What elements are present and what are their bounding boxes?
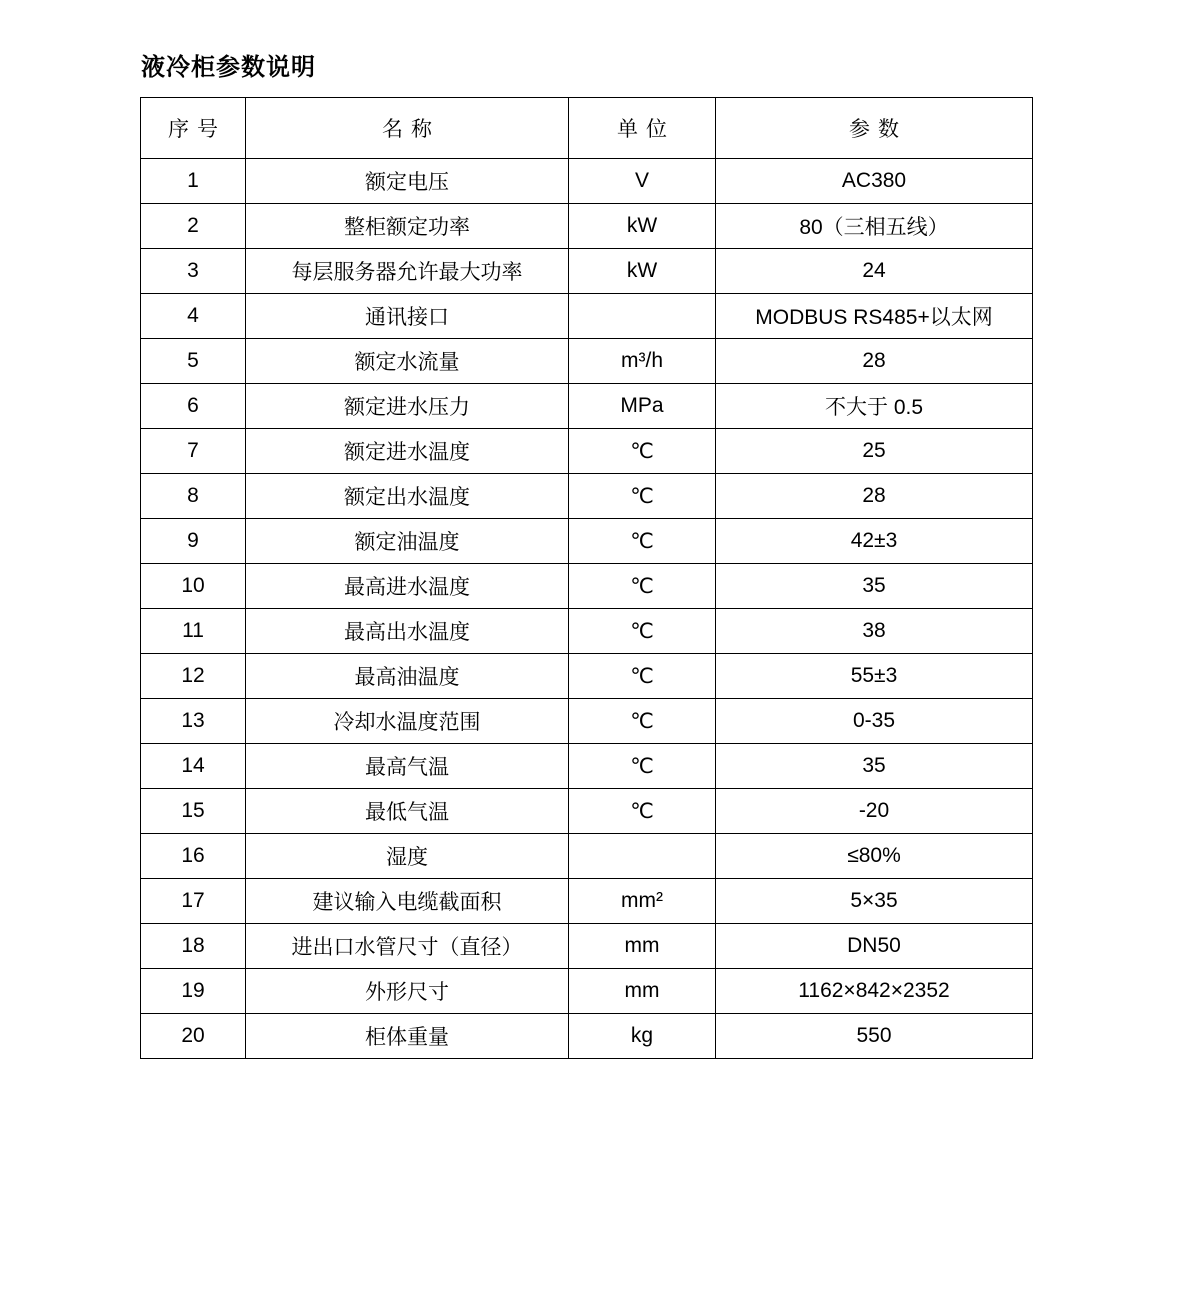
header-row [141,98,1033,159]
cell-no: 7 [141,429,246,474]
cell-param: 55±3 [716,654,1033,699]
cell-name: 每层服务器允许最大功率 [246,249,569,294]
cell-name: 额定油温度 [246,519,569,564]
table-row [141,1014,1033,1059]
header-cell-param: 参数 [716,98,1033,159]
cell-name: 额定水流量 [246,339,569,384]
cell-param: 35 [716,564,1033,609]
cell-name: 最低气温 [246,789,569,834]
cell-unit: ℃ [569,519,716,564]
cell-no: 19 [141,969,246,1014]
cell-no: 13 [141,699,246,744]
cell-unit: ℃ [569,429,716,474]
cell-unit: kg [569,1014,716,1059]
cell-unit: m³/h [569,339,716,384]
cell-param: 不大于 0.5 [716,384,1033,429]
cell-unit: mm [569,924,716,969]
cell-param: 1162×842×2352 [716,969,1033,1014]
cell-param: 5×35 [716,879,1033,924]
cell-param: 28 [716,339,1033,384]
table-row [141,924,1033,969]
cell-no: 10 [141,564,246,609]
table-row [141,384,1033,429]
table-row [141,159,1033,204]
page-title: 液冷柜参数说明 [141,54,316,81]
cell-no: 1 [141,159,246,204]
cell-name: 额定进水温度 [246,429,569,474]
cell-no: 2 [141,204,246,249]
cell-no: 12 [141,654,246,699]
cell-unit: ℃ [569,654,716,699]
cell-param: DN50 [716,924,1033,969]
cell-param: 38 [716,609,1033,654]
cell-param: -20 [716,789,1033,834]
cell-unit: ℃ [569,564,716,609]
table-row [141,339,1033,384]
cell-unit: V [569,159,716,204]
cell-name: 额定出水温度 [246,474,569,519]
cell-no: 16 [141,834,246,879]
cell-param: 80（三相五线） [716,204,1033,249]
cell-param: 25 [716,429,1033,474]
cell-unit: ℃ [569,789,716,834]
cell-no: 18 [141,924,246,969]
table-row [141,654,1033,699]
cell-unit: kW [569,249,716,294]
cell-param: 35 [716,744,1033,789]
cell-param: AC380 [716,159,1033,204]
cell-no: 15 [141,789,246,834]
table-row [141,744,1033,789]
cell-no: 3 [141,249,246,294]
header-cell-unit: 单位 [569,98,716,159]
cell-unit: ℃ [569,744,716,789]
parameter-table [140,97,1033,1059]
cell-name: 柜体重量 [246,1014,569,1059]
cell-name: 通讯接口 [246,294,569,339]
table-row [141,564,1033,609]
cell-no: 11 [141,609,246,654]
header-cell-name: 名称 [246,98,569,159]
cell-name: 最高出水温度 [246,609,569,654]
cell-no: 17 [141,879,246,924]
cell-param: 0-35 [716,699,1033,744]
cell-unit: ℃ [569,609,716,654]
cell-no: 14 [141,744,246,789]
cell-unit [569,294,716,339]
cell-no: 8 [141,474,246,519]
table-row [141,879,1033,924]
cell-param: MODBUS RS485+以太网 [716,294,1033,339]
cell-unit: kW [569,204,716,249]
table-row [141,519,1033,564]
cell-param: 42±3 [716,519,1033,564]
cell-name: 最高油温度 [246,654,569,699]
cell-name: 额定进水压力 [246,384,569,429]
table-row [141,204,1033,249]
table-row [141,699,1033,744]
cell-name: 建议输入电缆截面积 [246,879,569,924]
cell-no: 5 [141,339,246,384]
table-row [141,474,1033,519]
table-row [141,249,1033,294]
cell-no: 4 [141,294,246,339]
cell-name: 湿度 [246,834,569,879]
table-row [141,834,1033,879]
cell-param: ≤80% [716,834,1033,879]
cell-unit: mm [569,969,716,1014]
cell-no: 9 [141,519,246,564]
cell-name: 最高进水温度 [246,564,569,609]
cell-name: 整柜额定功率 [246,204,569,249]
table-row [141,609,1033,654]
cell-no: 20 [141,1014,246,1059]
table-row [141,789,1033,834]
cell-unit: mm² [569,879,716,924]
table-row [141,294,1033,339]
cell-no: 6 [141,384,246,429]
cell-param: 28 [716,474,1033,519]
table-row [141,429,1033,474]
header-cell-no: 序号 [141,98,246,159]
cell-unit: ℃ [569,474,716,519]
cell-unit: ℃ [569,699,716,744]
cell-name: 外形尺寸 [246,969,569,1014]
cell-name: 额定电压 [246,159,569,204]
cell-name: 冷却水温度范围 [246,699,569,744]
table-row [141,969,1033,1014]
cell-name: 最高气温 [246,744,569,789]
cell-name: 进出口水管尺寸（直径） [246,924,569,969]
cell-param: 24 [716,249,1033,294]
cell-unit: MPa [569,384,716,429]
cell-unit [569,834,716,879]
cell-param: 550 [716,1014,1033,1059]
